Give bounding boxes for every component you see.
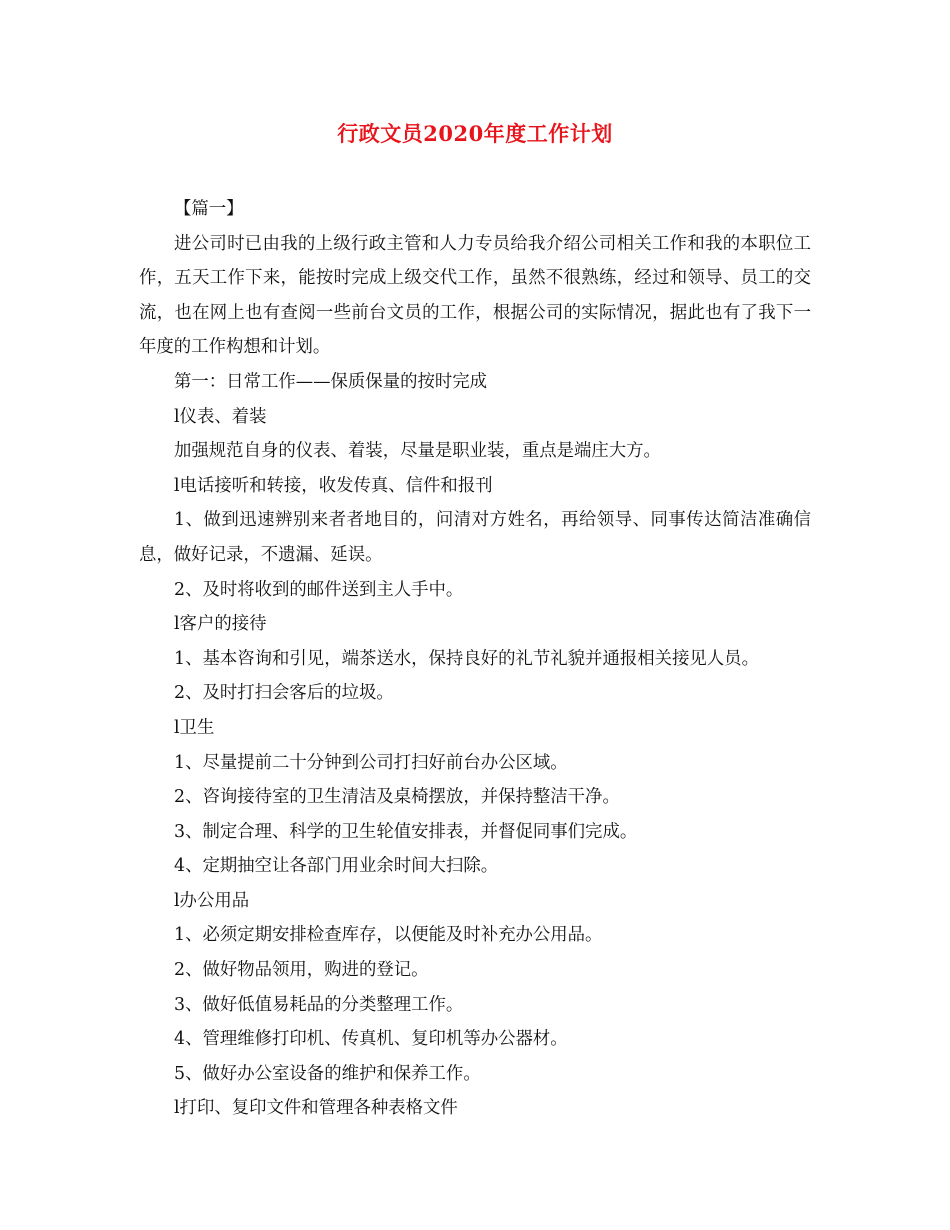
paragraph-section-heading: 【篇一】 (174, 199, 244, 219)
paragraph: 1、基本咨询和引见，端茶送水，保持良好的礼节礼貌并通报相关接见人员。 (174, 648, 759, 669)
paragraph: 5、做好办公室设备的维护和保养工作。 (174, 1063, 481, 1084)
paragraph-item-hygiene: l卫生 (174, 717, 215, 738)
paragraph: 3、做好低值易耗品的分类整理工作。 (174, 994, 464, 1015)
paragraph-item-printing: l打印、复印文件和管理各种表格文件 (174, 1098, 458, 1119)
paragraph-item-reception: l客户的接待 (174, 614, 267, 635)
document-body (139, 192, 811, 1126)
paragraph: 2、及时将收到的邮件送到主人手中。 (174, 579, 464, 600)
paragraph-heading-daily-work: 第一：日常工作——保质保量的按时完成 (174, 371, 488, 392)
paragraph-item-phone: l电话接听和转接，收发传真、信件和报刊 (174, 475, 493, 496)
paragraph: 2、做好物品领用，购进的登记。 (174, 960, 429, 981)
paragraph: 2、及时打扫会客后的垃圾。 (174, 683, 394, 704)
paragraph: 3、制定合理、科学的卫生轮值安排表，并督促同事们完成。 (174, 821, 638, 842)
paragraph: 2、咨询接待室的卫生清洁及桌椅摆放，并保持整洁干净。 (174, 787, 620, 808)
paragraph: 加强规范自身的仪表、着装，尽量是职业装，重点是端庄大方。 (174, 441, 661, 462)
paragraph: 1、必须定期安排检查库存，以便能及时补充办公用品。 (174, 925, 603, 946)
paragraph-item-office-supplies: l办公用品 (174, 890, 250, 911)
document-title: 行政文员2020年度工作计划 (337, 121, 613, 146)
paragraph: 4、定期抽空让各部门用业余时间大扫除。 (174, 856, 499, 877)
paragraph-item-appearance: l仪表、着装 (174, 406, 267, 427)
paragraph: 1、做到迅速辨别来者者地目的，问清对方姓名，再给领导、同事传达简洁准确信息，做好记录，不遗漏、延误。 (139, 510, 811, 565)
paragraph: 4、管理维修打印机、传真机、复印机等办公器材。 (174, 1029, 568, 1050)
paragraph-intro: 进公司时已由我的上级行政主管和人力专员给我介绍公司相关工作和我的本职位工作，五天工作下来，能按时完成上级交代工作，虽然不很熟练，经过和领导、员工的交流，也在网上也有查阅一些前台文员的工作，根据公司的实际情况，据此也有了我下一年度的工作构想和计划。 (139, 233, 811, 358)
paragraph: 1、尽量提前二十分钟到公司打扫好前台办公区域。 (174, 752, 568, 773)
